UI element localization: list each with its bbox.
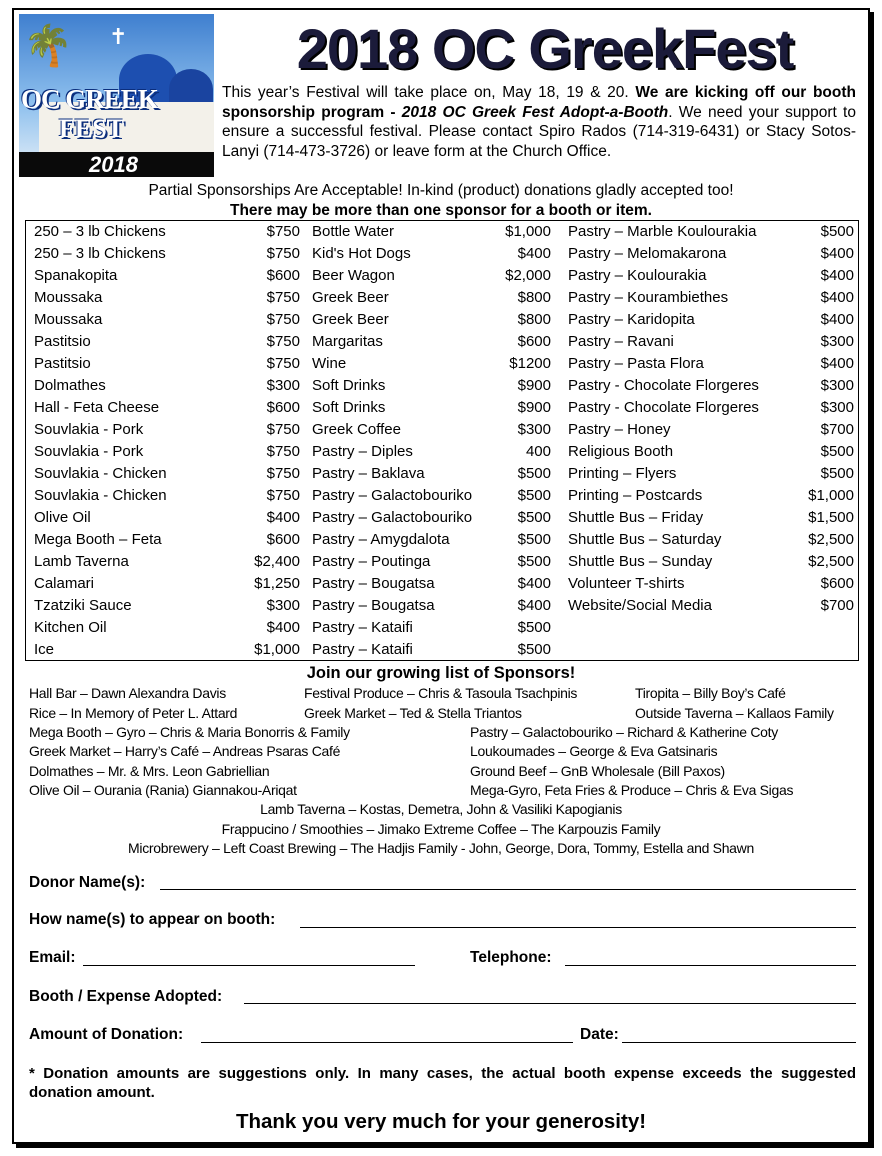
booth-name: Pastry – Pasta Flora: [568, 355, 704, 372]
sponsor-item: Mega Booth – Gyro – Chris & Maria Bonorris & Family: [29, 724, 350, 740]
booth-price: $1,000: [505, 223, 551, 240]
sponsor-item: Outside Taverna – Kallaos Family: [635, 705, 834, 721]
booth-name: Pastry – Melomakarona: [568, 245, 727, 262]
sponsor-item: Tiropita – Billy Boy’s Café: [635, 685, 786, 701]
telephone-field[interactable]: [565, 965, 856, 966]
booth-row: [304, 485, 555, 507]
booth-price: $400: [266, 509, 300, 526]
booth-price: $500: [820, 223, 854, 240]
booth-name: Mega Booth – Feta: [34, 531, 162, 548]
booth-price: $300: [820, 399, 854, 416]
booth-price: $400: [820, 289, 854, 306]
booth-row: [560, 331, 858, 353]
booth-price: $600: [517, 333, 551, 350]
booth-name: Wine: [312, 355, 347, 372]
booth-price: $500: [820, 443, 854, 460]
booth-row: [560, 507, 858, 529]
intro-contact: . We need your support to ensure a successful festival. Please contact Spiro Rados (714-319-6431) or Stacy Sotos-Lanyi (714-473-3726) or leave form at the Church Office.: [222, 103, 856, 160]
booth-name: Moussaka: [34, 289, 103, 306]
booth-price: $300: [820, 333, 854, 350]
booth-price: $400: [517, 245, 551, 262]
booth-price: $600: [266, 399, 300, 416]
booth-name: Pastry - Chocolate Florgeres: [568, 399, 759, 416]
booth-row: [304, 617, 555, 639]
booth-price: $900: [517, 399, 551, 416]
booth-price: $500: [820, 465, 854, 482]
booth-name: Hall - Feta Cheese: [34, 399, 160, 416]
booth-row: [560, 529, 858, 551]
booth-row: [26, 551, 304, 573]
multiple-sponsor-note: There may be more than one sponsor for a booth or item.: [229, 202, 652, 219]
booth-name: Pastry – Baklava: [312, 465, 425, 482]
logo-year: 2018: [89, 152, 138, 177]
booth-row: [560, 551, 858, 573]
booth-price: $800: [517, 289, 551, 306]
booth-name: Pastry – Ravani: [568, 333, 674, 350]
booth-price: $400: [517, 597, 551, 614]
booth-row: [26, 397, 304, 419]
sponsor-item: Greek Market – Harry’s Café – Andreas Psaras Café: [29, 743, 341, 759]
booth-name: Pastitsio: [34, 355, 91, 372]
booth-price: $1,250: [254, 575, 300, 592]
booth-name: Pastry – Kataifi: [312, 641, 413, 658]
intro-program-name: 2018 OC Greek Fest Adopt-a-Booth: [401, 103, 669, 121]
booth-row: [304, 529, 555, 551]
booth-row: [560, 595, 858, 617]
booth-name: Lamb Taverna: [34, 553, 129, 570]
booth-price: $2,400: [254, 553, 300, 570]
booth-row: [304, 287, 555, 309]
booth-row: [26, 463, 304, 485]
booth-name: Pastry - Chocolate Florgeres: [568, 377, 759, 394]
booth-name: Soft Drinks: [312, 399, 386, 416]
booth-name: Kitchen Oil: [34, 619, 107, 636]
sponsor-item: Dolmathes – Mr. & Mrs. Leon Gabriellian: [29, 763, 270, 779]
booth-name: Souvlakia - Pork: [34, 443, 144, 460]
booth-row: [304, 353, 555, 375]
sponsor-item: Pastry – Galactobouriko – Richard & Katherine Coty: [470, 724, 778, 740]
booth-name: Pastry – Kourambiethes: [568, 289, 729, 306]
booth-row: [304, 331, 555, 353]
booth-price: $900: [517, 377, 551, 394]
booth-row: [26, 595, 304, 617]
booth-price: 400: [525, 443, 551, 460]
booth-row: [304, 221, 555, 243]
booth-row: [304, 397, 555, 419]
booth-name: Bottle Water: [312, 223, 394, 240]
booth-row: [560, 573, 858, 595]
booth-name: Greek Coffee: [312, 421, 401, 438]
booth-row: [560, 243, 858, 265]
intro-kickoff: We are kicking off our booth sponsorship program -: [222, 84, 856, 121]
sponsorship-note: [20, 181, 862, 221]
booth-price: $750: [266, 443, 300, 460]
booth-row: [26, 221, 304, 243]
booth-name: Moussaka: [34, 311, 103, 328]
booth-name: Soft Drinks: [312, 377, 386, 394]
booth-row: [304, 375, 555, 397]
booth-row: [26, 573, 304, 595]
booth-price: $600: [266, 531, 300, 548]
booth-column-1: [26, 221, 304, 661]
booth-price: $1200: [509, 355, 551, 372]
booth-price: $2,500: [808, 531, 854, 548]
booth-name: Religious Booth: [568, 443, 674, 460]
booth-price: $1,000: [808, 487, 854, 504]
booth-price: $750: [266, 333, 300, 350]
booth-price: $2,000: [505, 267, 551, 284]
booth-row: [26, 353, 304, 375]
booth-price: $2,500: [808, 553, 854, 570]
booth-row: [26, 265, 304, 287]
booth-row: [304, 507, 555, 529]
booth-name: Pastitsio: [34, 333, 91, 350]
booth-price: $300: [266, 377, 300, 394]
donation-disclaimer: * Donation amounts are suggestions only. In many cases, the actual booth expense exceeds the suggested donation amount.: [29, 1065, 856, 1101]
donation-amount-label: Amount of Donation:: [29, 1026, 184, 1043]
booth-price: $700: [820, 597, 854, 614]
booth-name: 250 – 3 lb Chickens: [34, 223, 166, 240]
telephone-label: Telephone:: [470, 949, 552, 966]
booth-row: [304, 639, 555, 661]
booth-name: Volunteer T-shirts: [568, 575, 685, 592]
booth-price: $600: [266, 267, 300, 284]
sponsor-item: Olive Oil – Ourania (Rania) Giannakou-Ariqat: [29, 782, 297, 798]
booth-row: [304, 595, 555, 617]
booth-row: [560, 419, 858, 441]
booth-display-name-label: How name(s) to appear on booth:: [29, 911, 276, 928]
booth-price-table: [25, 220, 859, 661]
booth-price: $500: [517, 487, 551, 504]
booth-row: [560, 375, 858, 397]
palm-icon: 🌴: [23, 24, 73, 68]
booth-name: Souvlakia - Chicken: [34, 465, 167, 482]
booth-price: $800: [517, 311, 551, 328]
booth-name: Souvlakia - Chicken: [34, 487, 167, 504]
booth-price: $500: [517, 509, 551, 526]
page-title: 2018 OC GreekFest: [296, 17, 794, 80]
booth-price: $750: [266, 311, 300, 328]
booth-price: $400: [820, 267, 854, 284]
booth-row: [26, 485, 304, 507]
booth-name: Pastry – Galactobouriko: [312, 487, 473, 504]
booth-name: Printing – Postcards: [568, 487, 703, 504]
greekfest-logo: [19, 14, 214, 177]
booth-price: $400: [820, 311, 854, 328]
booth-price: $500: [517, 465, 551, 482]
booth-price: $400: [517, 575, 551, 592]
booth-name: Tzatziki Sauce: [34, 597, 132, 614]
booth-name: Printing – Flyers: [568, 465, 677, 482]
booth-name: Greek Beer: [312, 311, 389, 328]
thank-you-message: Thank you very much for your generosity!: [235, 1110, 647, 1133]
sponsor-item: Lamb Taverna – Kostas, Demetra, John & Vasiliki Kapogianis: [260, 801, 622, 817]
booth-row: [560, 397, 858, 419]
sponsor-item: Festival Produce – Chris & Tasoula Tsachpinis: [304, 685, 578, 701]
booth-price: $500: [517, 531, 551, 548]
sponsors-title: Join our growing list of Sponsors!: [306, 664, 576, 682]
cross-icon: ✝: [109, 24, 128, 49]
booth-row: [304, 551, 555, 573]
booth-name: Pastry – Galactobouriko: [312, 509, 473, 526]
booth-name: Greek Beer: [312, 289, 389, 306]
booth-row: [560, 221, 858, 243]
booth-price: $750: [266, 487, 300, 504]
booth-row: [304, 309, 555, 331]
booth-row: [560, 353, 858, 375]
booth-row: [26, 441, 304, 463]
booth-price: $750: [266, 465, 300, 482]
booth-price: $750: [266, 421, 300, 438]
booth-row: [26, 309, 304, 331]
booth-row: [304, 243, 555, 265]
booth-row: [26, 243, 304, 265]
booth-price: $750: [266, 223, 300, 240]
booth-price: $1,000: [254, 641, 300, 658]
booth-price: $500: [517, 619, 551, 636]
booth-name: Dolmathes: [34, 377, 106, 394]
booth-name: Pastry – Karidopita: [568, 311, 695, 328]
booth-name: Shuttle Bus – Saturday: [568, 531, 722, 548]
booth-row: [560, 463, 858, 485]
booth-row: [304, 265, 555, 287]
booth-column-3: [560, 221, 858, 617]
booth-name: Website/Social Media: [568, 597, 712, 614]
booth-price: $400: [820, 245, 854, 262]
booth-price: $750: [266, 355, 300, 372]
logo-text-oc-greek: OC GREEK: [21, 84, 158, 114]
booth-name: Pastry – Honey: [568, 421, 671, 438]
intro-dates: This year’s Festival will take place on, May 18, 19 & 20.: [222, 84, 636, 101]
booth-row: [304, 463, 555, 485]
booth-price: $300: [266, 597, 300, 614]
booth-price: $500: [517, 641, 551, 658]
intro-paragraph: [222, 83, 856, 161]
booth-row: [560, 287, 858, 309]
booth-name: 250 – 3 lb Chickens: [34, 245, 166, 262]
booth-name: Beer Wagon: [312, 267, 395, 284]
booth-row: [560, 309, 858, 331]
booth-row: [26, 375, 304, 397]
booth-price: $300: [820, 377, 854, 394]
booth-row: [304, 573, 555, 595]
logo-text-fest: FEST: [59, 114, 125, 143]
booth-price: $300: [517, 421, 551, 438]
booth-name: Shuttle Bus – Sunday: [568, 553, 713, 570]
booth-row: [26, 507, 304, 529]
booth-row: [560, 485, 858, 507]
booth-name: Pastry – Amygdalota: [312, 531, 450, 548]
booth-row: [26, 331, 304, 353]
booth-row: [560, 265, 858, 287]
donation-amount-field[interactable]: [201, 1042, 573, 1043]
booth-adopted-field[interactable]: [244, 1003, 856, 1004]
booth-name: Kid's Hot Dogs: [312, 245, 411, 262]
booth-name: Pastry – Bougatsa: [312, 597, 435, 614]
sponsor-item: Hall Bar – Dawn Alexandra Davis: [29, 685, 226, 701]
sponsor-item: Ground Beef – GnB Wholesale (Bill Paxos): [470, 763, 725, 779]
date-field[interactable]: [622, 1042, 856, 1043]
partial-sponsorship-note: Partial Sponsorships Are Acceptable! In-kind (product) donations gladly accepted too!: [148, 182, 734, 199]
booth-price: $700: [820, 421, 854, 438]
booth-name: Pastry – Poutinga: [312, 553, 431, 570]
booth-name: Ice: [34, 641, 55, 658]
booth-name: Pastry – Diples: [312, 443, 413, 460]
date-label: Date:: [580, 1026, 619, 1043]
booth-name: Pastry – Kataifi: [312, 619, 413, 636]
booth-name: Calamari: [34, 575, 95, 592]
booth-row: [304, 441, 555, 463]
booth-name: Souvlakia - Pork: [34, 421, 144, 438]
booth-name: Shuttle Bus – Friday: [568, 509, 704, 526]
booth-row: [560, 441, 858, 463]
booth-row: [26, 639, 304, 661]
booth-price: $400: [266, 619, 300, 636]
booth-name: Pastry – Marble Koulourakia: [568, 223, 757, 240]
booth-name: Pastry – Bougatsa: [312, 575, 435, 592]
booth-row: [26, 617, 304, 639]
booth-price: $1,500: [808, 509, 854, 526]
booth-adopted-label: Booth / Expense Adopted:: [29, 988, 223, 1005]
booth-name: Olive Oil: [34, 509, 91, 526]
sponsor-item: Mega-Gyro, Feta Fries & Produce – Chris & Eva Sigas: [470, 782, 794, 798]
booth-name: Pastry – Koulourakia: [568, 267, 707, 284]
sponsor-item: Greek Market – Ted & Stella Triantos: [304, 705, 522, 721]
sponsor-item: Frappucino / Smoothies – Jimako Extreme Coffee – The Karpouzis Family: [221, 821, 661, 837]
sponsor-item: Microbrewery – Left Coast Brewing – The Hadjis Family - John, George, Dora, Tommy, Estella and Shawn: [128, 840, 754, 856]
booth-row: [26, 419, 304, 441]
donor-name-field[interactable]: [160, 889, 856, 890]
booth-row: [26, 287, 304, 309]
booth-row: [304, 419, 555, 441]
booth-price: $500: [517, 553, 551, 570]
booth-price: $750: [266, 245, 300, 262]
email-field[interactable]: [83, 965, 415, 966]
booth-name: Spanakopita: [34, 267, 118, 284]
sponsor-item: Loukoumades – George & Eva Gatsinaris: [470, 743, 718, 759]
booth-price: $600: [820, 575, 854, 592]
booth-price: $750: [266, 289, 300, 306]
booth-display-name-field[interactable]: [300, 927, 856, 928]
donor-name-label: Donor Name(s):: [29, 874, 146, 891]
booth-price: $400: [820, 355, 854, 372]
booth-row: [26, 529, 304, 551]
email-label: Email:: [29, 949, 76, 966]
booth-column-2: [304, 221, 555, 661]
booth-name: Margaritas: [312, 333, 383, 350]
sponsor-item: Rice – In Memory of Peter L. Attard: [29, 705, 238, 721]
